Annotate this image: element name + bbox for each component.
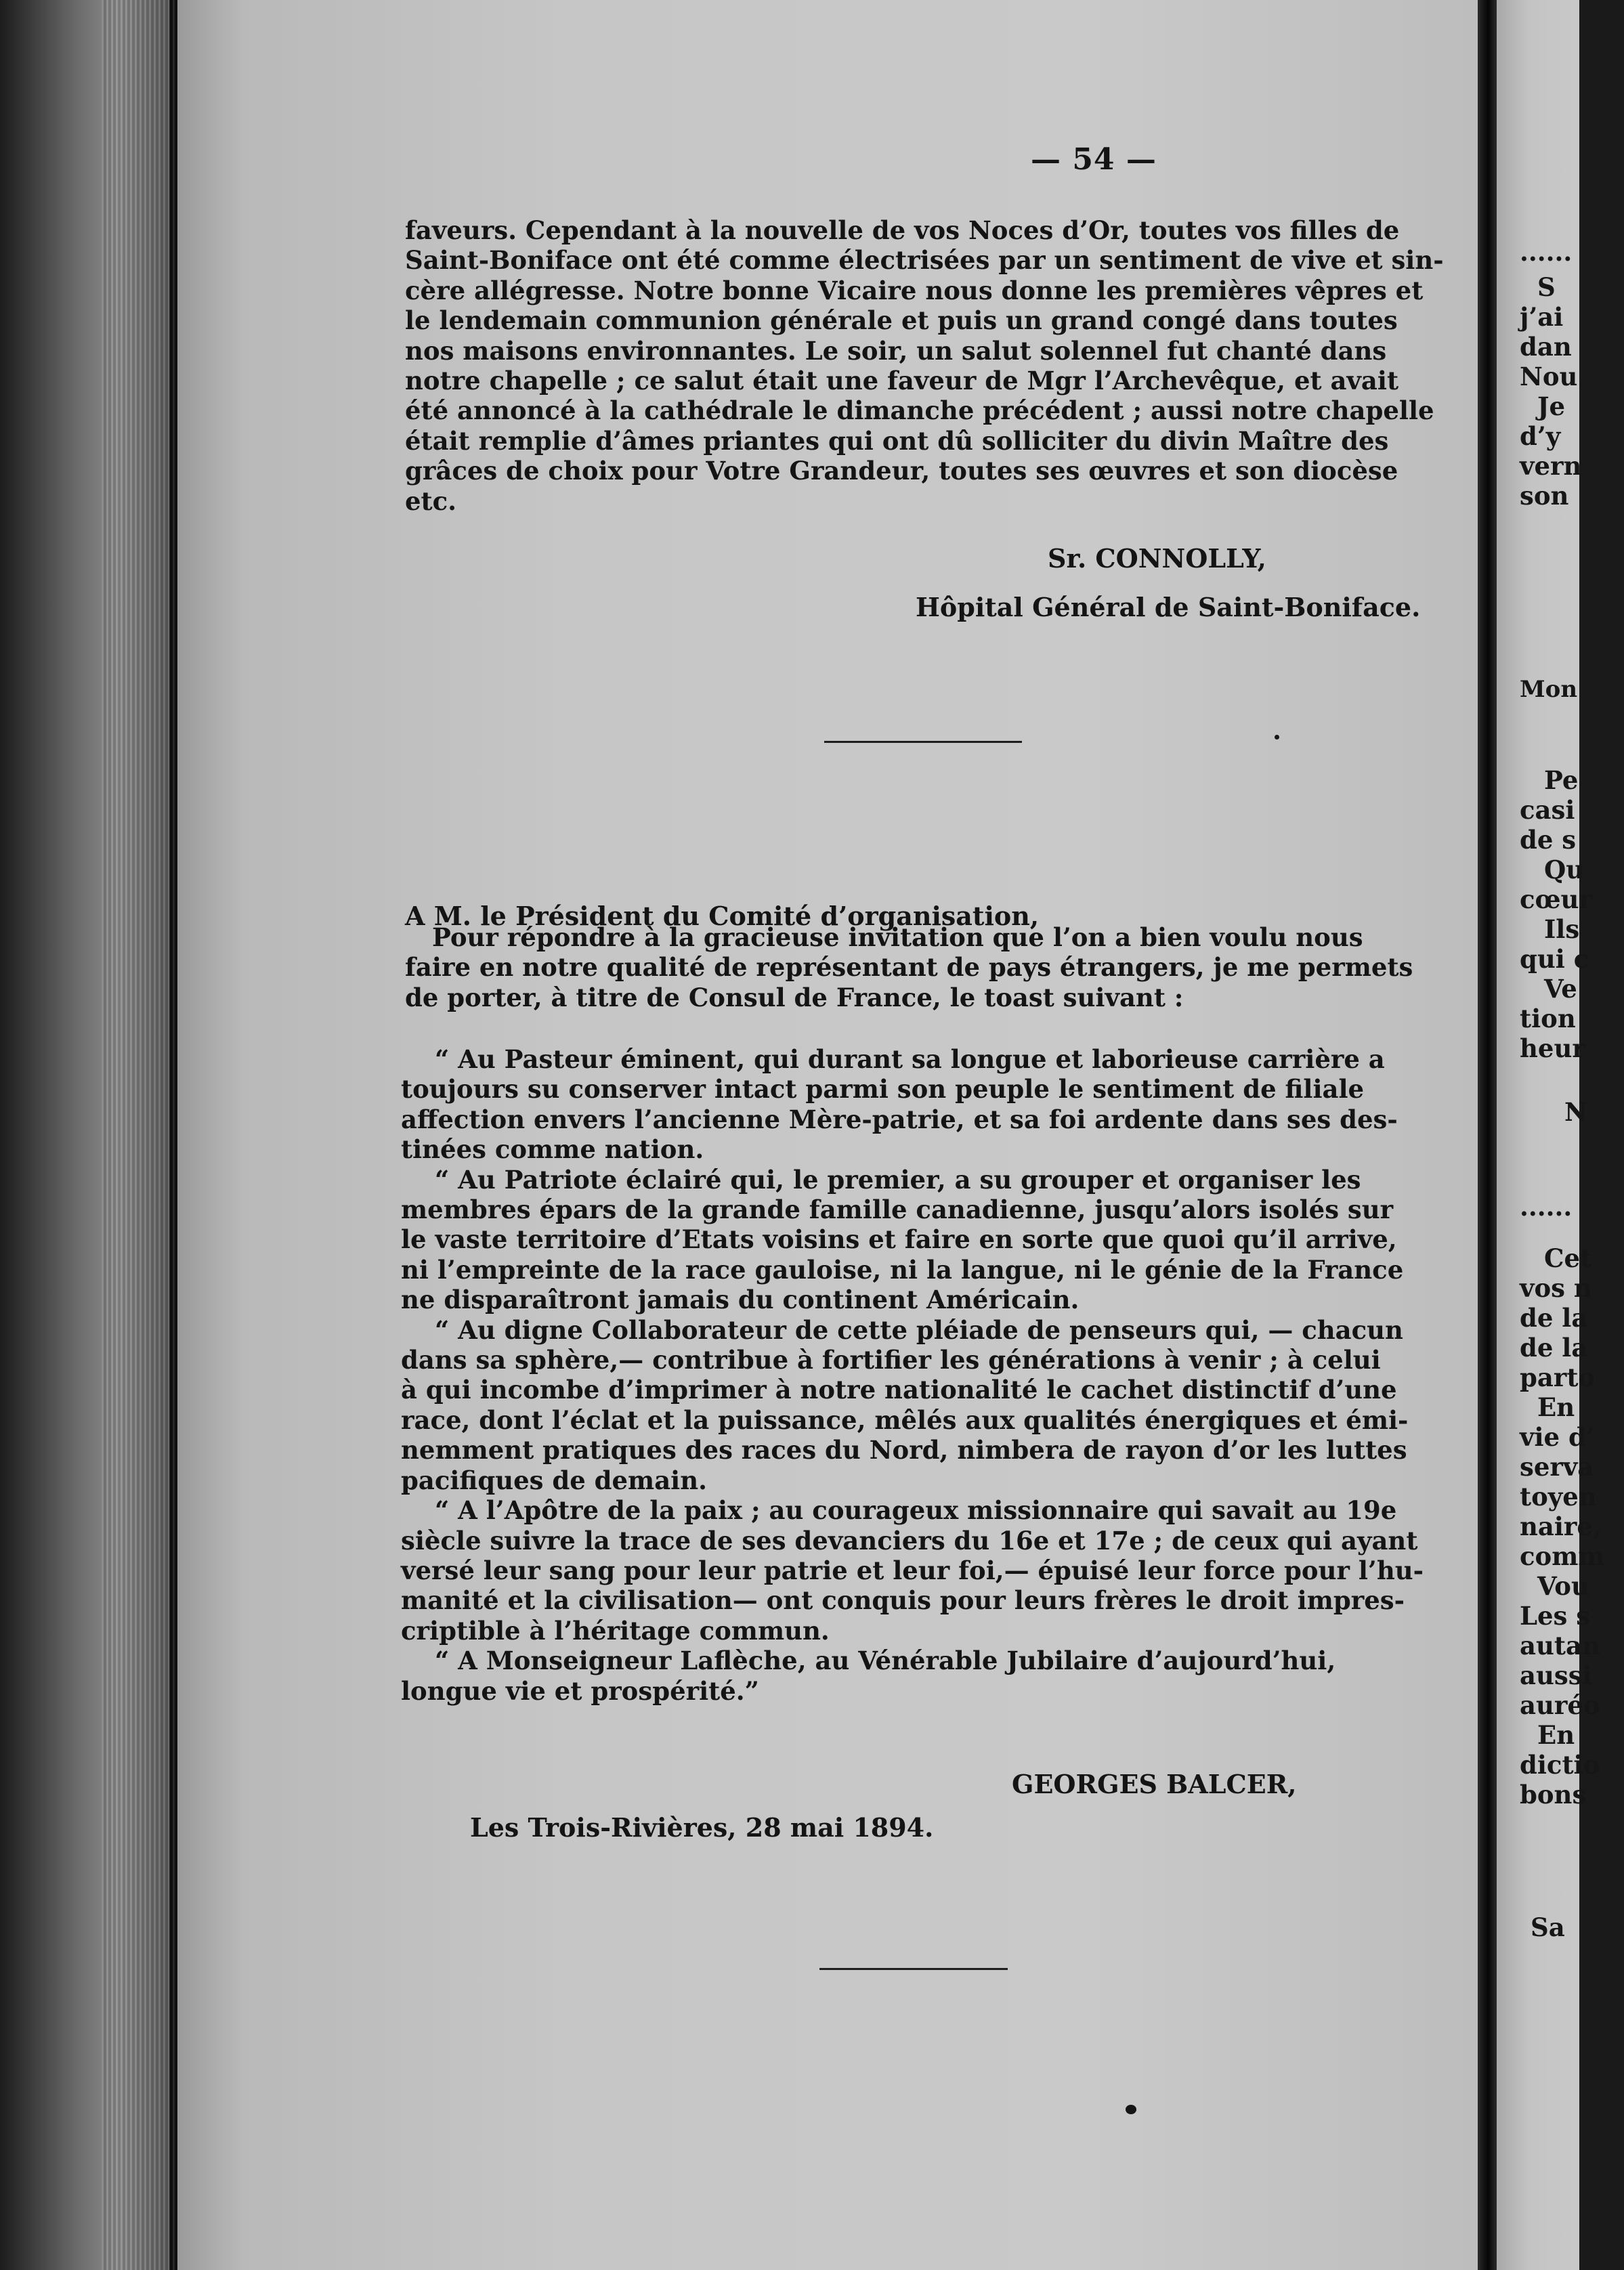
fragment-line: S [1537, 272, 1556, 302]
letter1-line: notre chapelle ; ce salut était une faveur de Mgr l’Archevêque, et avait [405, 366, 1399, 396]
toast-line: “ Au digne Collaborateur de cette pléiade de penseurs qui, — chacun [435, 1314, 1403, 1345]
fragment-line: qui c [1520, 944, 1589, 974]
fragment-line: parto [1520, 1363, 1596, 1392]
letter1-signature-place: Hôpital Général de Saint-Boniface. [916, 592, 1421, 622]
fragment-line: Nou [1520, 362, 1578, 391]
toast-line: “ Au Pasteur éminent, qui durant sa longue et laborieuse carrière a [435, 1044, 1385, 1074]
toast-line: le vaste territoire d’Etats voisins et faire en sorte que quoi qu’il arrive, [401, 1224, 1397, 1255]
letter2-place-date: Les Trois-Rivières, 28 mai 1894. [470, 1812, 934, 1843]
letter1-line: nos maisons environnantes. Le soir, un salut solennel fut chanté dans [405, 335, 1387, 366]
toast-line: affection envers l’ancienne Mère-patrie, et sa foi ardente dans ses des- [401, 1104, 1398, 1134]
toast-line: criptible à l’héritage commun. [401, 1615, 830, 1646]
fragment-line: son [1520, 481, 1569, 511]
letter1-body [405, 215, 1624, 516]
fragment-line: vie d’ [1520, 1422, 1595, 1452]
fragment-line: ...... [1520, 1192, 1573, 1222]
letter2-salutation: A M. le Président du Comité d’organisation, [405, 901, 1040, 931]
ink-speck [1275, 735, 1279, 740]
fragment-line: Les s [1520, 1601, 1591, 1631]
fragment-line: vern [1520, 451, 1582, 481]
letter1-line: etc. [405, 486, 457, 516]
fragment-line: de s [1520, 825, 1577, 855]
ink-speck [1126, 2105, 1136, 2114]
toast-line: longue vie et prospérité.” [401, 1675, 759, 1706]
toast-line: siècle suivre la trace de ses devanciers du 16e et 17e ; de ceux qui ayant [401, 1525, 1418, 1556]
fragment-line: Vou [1537, 1571, 1589, 1601]
fragment-line: Ils [1544, 914, 1580, 944]
adjacent-page-fragment [1497, 0, 1605, 2270]
fragment-line: Sa [1531, 1912, 1565, 1942]
toast-line: manité et la civilisation— ont conquis pour leurs frères le droit impres- [401, 1585, 1405, 1616]
fragment-line: cœur [1520, 884, 1592, 914]
toast-line: membres épars de la grande famille canadienne, jusqu’alors isolés sur [401, 1195, 1394, 1225]
fragment-line: de la [1520, 1333, 1588, 1363]
letter1-line: cère allégresse. Notre bonne Vicaire nous donne les premières vêpres et [405, 275, 1424, 305]
letter1-line: était remplie d’âmes priantes qui ont dû solliciter du divin Maître des [405, 425, 1389, 456]
fragment-line: Pe [1544, 765, 1579, 795]
fragment-line: vos n [1520, 1273, 1592, 1303]
fragment-line: tion [1520, 1004, 1576, 1033]
letter1-line: faveurs. Cependant à la nouvelle de vos Noces d’Or, toutes vos filles de [405, 215, 1400, 245]
fragment-line: Je [1537, 391, 1566, 421]
section-divider [824, 741, 1022, 743]
fragment-line: ...... [1520, 237, 1573, 267]
fragment-line: toyen [1520, 1482, 1597, 1512]
fragment-line: Cet [1544, 1243, 1592, 1273]
page-number: — 54 — [1031, 142, 1157, 177]
toast-line: toujours su conserver intact parmi son peuple le sentiment de filiale [401, 1074, 1365, 1105]
fragment-line: j’ai [1520, 302, 1564, 332]
fragment-line: Qu [1544, 855, 1585, 884]
fragment-line: de la [1520, 1303, 1588, 1333]
toast-line: pacifiques de demain. [401, 1465, 708, 1495]
fragment-line: Ve [1544, 974, 1577, 1004]
letter2-intro-line: de porter, à titre de Consul de France, le toast suivant : [405, 982, 1184, 1012]
letter1-line: grâces de choix pour Votre Grandeur, toutes ses œuvres et son diocèse [405, 456, 1398, 486]
letter2-intro-body [405, 922, 1624, 1012]
fragment-line: d’y [1520, 421, 1561, 451]
toast-line: “ A l’Apôtre de la paix ; au courageux missionnaire qui savait au 19e [435, 1495, 1397, 1526]
toast-line: dans sa sphère,— contribue à fortifier les générations à venir ; à celui [401, 1345, 1381, 1375]
fragment-line: bons [1520, 1780, 1587, 1809]
fragment-line: dan [1520, 332, 1572, 362]
toast-line: “ Au Patriote éclairé qui, le premier, a su grouper et organiser les [435, 1164, 1361, 1195]
toast-line: à qui incombe d’imprimer à notre nationalité le cachet distinctif d’une [401, 1375, 1397, 1405]
letter2-intro-line: faire en notre qualité de représentant de pays étrangers, je me permets [405, 952, 1413, 983]
page-edge-lines [102, 0, 176, 2270]
fragment-line: En [1537, 1392, 1575, 1422]
letter2-signature-name: GEORGES BALCER, [1012, 1769, 1297, 1799]
fragment-line: dictio [1520, 1750, 1600, 1780]
toast-line: nemment pratiques des races du Nord, nimbera de rayon d’or les luttes [401, 1435, 1407, 1465]
fragment-line: N [1564, 1097, 1587, 1127]
letter1-line: été annoncé à la cathédrale le dimanche précédent ; aussi notre chapelle [405, 395, 1434, 426]
fragment-line: comm [1520, 1541, 1605, 1571]
letter1-signature-name: Sr. CONNOLLY, [1048, 543, 1266, 574]
toast-line: race, dont l’éclat et la puissance, mêlés aux qualités énergiques et émi- [401, 1405, 1409, 1435]
toast-line: “ A Monseigneur Laflèche, au Vénérable Jubilaire d’aujourd’hui, [435, 1646, 1336, 1676]
fragment-line: autan [1520, 1631, 1600, 1661]
fragment-line: auréo [1520, 1690, 1600, 1720]
letter1-line: Saint-Boniface ont été comme électrisées par un sentiment de vive et sin- [405, 245, 1444, 276]
letter2-intro-line: Pour répondre à la gracieuse invitation que l’on a bien voulu nous [432, 922, 1363, 952]
fragment-line: heur [1520, 1033, 1585, 1063]
letter2-toast [401, 1044, 1620, 1706]
closing-divider [819, 1968, 1008, 1970]
toast-line: ne disparaîtront jamais du continent Américain. [401, 1285, 1080, 1315]
main-page [177, 0, 1478, 2270]
fragment-line: naire, [1520, 1512, 1602, 1541]
toast-line: versé leur sang pour leur patrie et leur foi,— épuisé leur force pour l’hu- [401, 1555, 1424, 1585]
fragment-line: En [1537, 1720, 1575, 1750]
fragment-line: aussi [1520, 1661, 1592, 1690]
toast-line: tinées comme nation. [401, 1134, 704, 1165]
fragment-line: casi [1520, 795, 1575, 825]
letter1-line: le lendemain communion générale et puis un grand congé dans toutes [405, 305, 1398, 336]
book-gutter [1478, 0, 1497, 2270]
toast-line: ni l’empreinte de la race gauloise, ni la langue, ni le génie de la France [401, 1254, 1404, 1285]
fragment-line: serva [1520, 1452, 1594, 1482]
fragment-line: Mon [1520, 676, 1578, 703]
